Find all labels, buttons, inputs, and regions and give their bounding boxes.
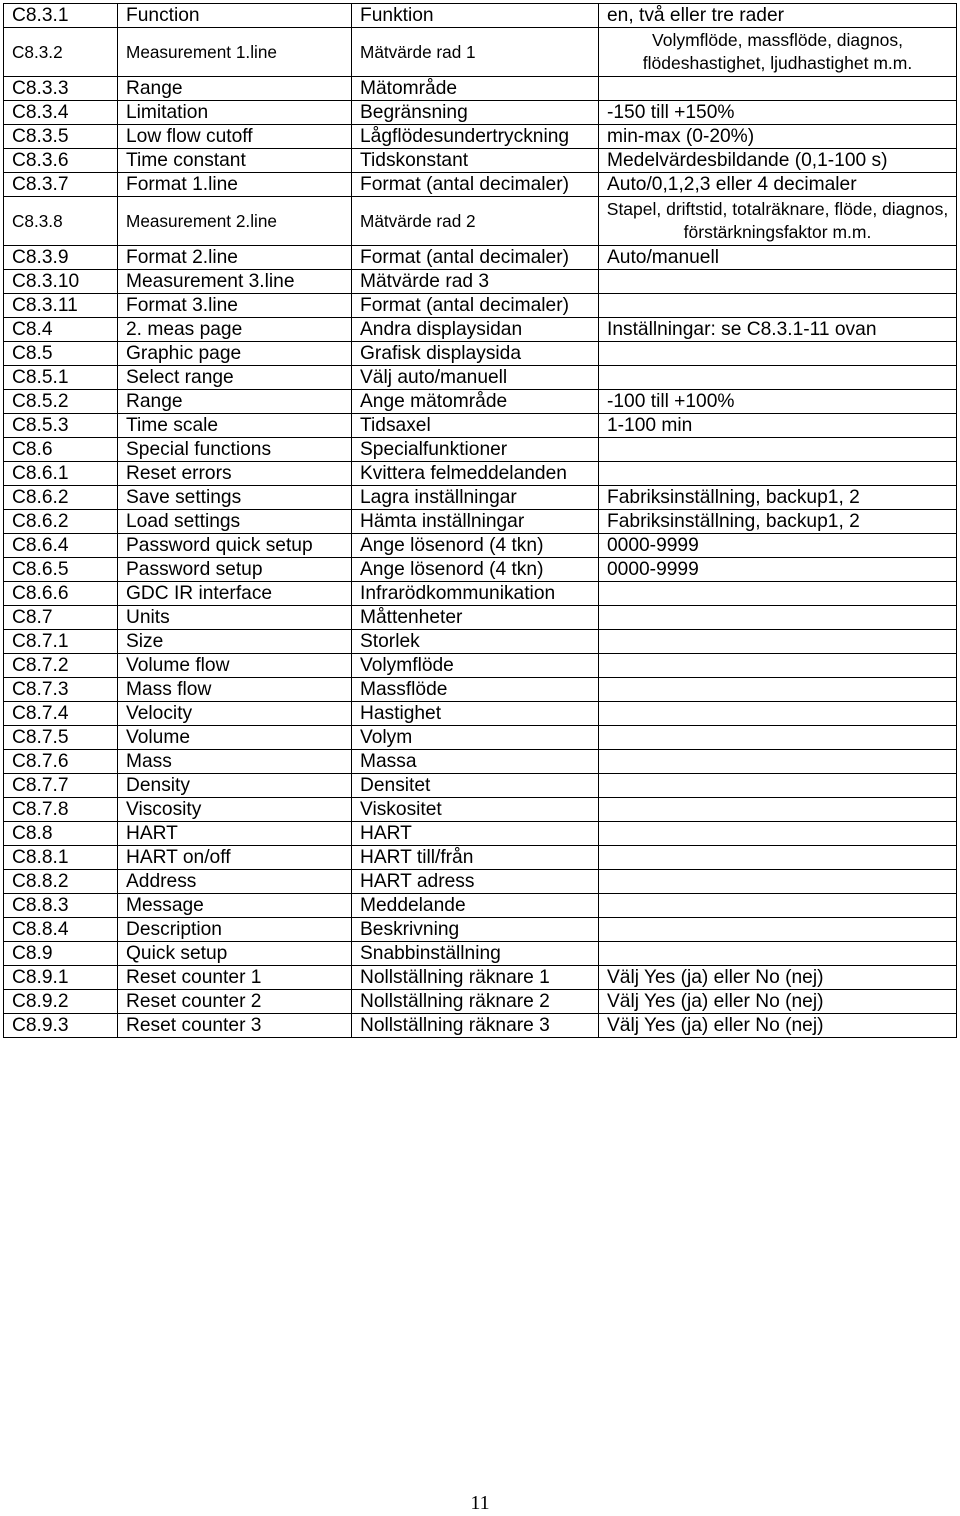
table-row xyxy=(4,726,957,750)
menu-code: C8.9.2 xyxy=(4,990,118,1014)
table-row xyxy=(4,558,957,582)
table-row xyxy=(4,390,957,414)
menu-code: C8.7.7 xyxy=(4,774,118,798)
english-label: Density xyxy=(118,774,352,798)
english-label: Reset counter 1 xyxy=(118,966,352,990)
description: -100 till +100% xyxy=(599,390,957,414)
description: min-max (0-20%) xyxy=(599,125,957,149)
description xyxy=(599,630,957,654)
description: Auto/0,1,2,3 eller 4 decimaler xyxy=(599,173,957,197)
swedish-label: Format (antal decimaler) xyxy=(352,294,599,318)
swedish-label: Volym xyxy=(352,726,599,750)
english-label: 2. meas page xyxy=(118,318,352,342)
menu-code: C8.7 xyxy=(4,606,118,630)
english-label: Mass flow xyxy=(118,678,352,702)
swedish-label: Infrarödkommunikation xyxy=(352,582,599,606)
table-row xyxy=(4,366,957,390)
table-row xyxy=(4,534,957,558)
menu-code: C8.4 xyxy=(4,318,118,342)
table-row xyxy=(4,246,957,270)
description xyxy=(599,942,957,966)
swedish-label: Begränsning xyxy=(352,101,599,125)
description xyxy=(599,606,957,630)
description xyxy=(599,822,957,846)
description xyxy=(599,654,957,678)
description: en, två eller tre rader xyxy=(599,4,957,28)
table-row xyxy=(4,966,957,990)
table-row xyxy=(4,582,957,606)
menu-code: C8.3.4 xyxy=(4,101,118,125)
menu-code: C8.3.5 xyxy=(4,125,118,149)
description xyxy=(599,366,957,390)
english-label: Range xyxy=(118,390,352,414)
description xyxy=(599,750,957,774)
description xyxy=(599,702,957,726)
english-label: Mass xyxy=(118,750,352,774)
english-label: Format 2.line xyxy=(118,246,352,270)
description: Välj Yes (ja) eller No (nej) xyxy=(599,1014,957,1038)
english-label: Reset counter 2 xyxy=(118,990,352,1014)
table-row xyxy=(4,942,957,966)
menu-code: C8.6 xyxy=(4,438,118,462)
swedish-label: Snabbinställning xyxy=(352,942,599,966)
table-row xyxy=(4,870,957,894)
menu-code: C8.6.1 xyxy=(4,462,118,486)
swedish-label: Ange lösenord (4 tkn) xyxy=(352,534,599,558)
swedish-label: Nollställning räknare 3 xyxy=(352,1014,599,1038)
english-label: Format 1.line xyxy=(118,173,352,197)
swedish-label: Ange mätområde xyxy=(352,390,599,414)
english-label: Measurement 1.line xyxy=(118,28,352,77)
table-row xyxy=(4,798,957,822)
menu-code: C8.6.5 xyxy=(4,558,118,582)
table-row xyxy=(4,678,957,702)
english-label: Viscosity xyxy=(118,798,352,822)
table-row xyxy=(4,846,957,870)
swedish-label: Massflöde xyxy=(352,678,599,702)
table-row xyxy=(4,197,957,246)
swedish-label: Massa xyxy=(352,750,599,774)
english-label: HART on/off xyxy=(118,846,352,870)
description xyxy=(599,294,957,318)
description: Fabriksinställning, backup1, 2 xyxy=(599,486,957,510)
english-label: Graphic page xyxy=(118,342,352,366)
description xyxy=(599,846,957,870)
swedish-label: Meddelande xyxy=(352,894,599,918)
swedish-label: Specialfunktioner xyxy=(352,438,599,462)
swedish-label: Format (antal decimaler) xyxy=(352,246,599,270)
menu-code: C8.8.2 xyxy=(4,870,118,894)
table-row xyxy=(4,318,957,342)
description xyxy=(599,726,957,750)
swedish-label: Mätvärde rad 2 xyxy=(352,197,599,246)
menu-code: C8.5 xyxy=(4,342,118,366)
swedish-label: Mätområde xyxy=(352,77,599,101)
description: Medelvärdesbildande (0,1-100 s) xyxy=(599,149,957,173)
table-row xyxy=(4,438,957,462)
table-row xyxy=(4,342,957,366)
table-row xyxy=(4,125,957,149)
table-row xyxy=(4,101,957,125)
swedish-label: Volymflöde xyxy=(352,654,599,678)
swedish-label: HART till/från xyxy=(352,846,599,870)
swedish-label: Format (antal decimaler) xyxy=(352,173,599,197)
description: Stapel, driftstid, totalräknare, flöde, diagnos, förstärkningsfaktor m.m. xyxy=(599,197,957,246)
english-label: Units xyxy=(118,606,352,630)
english-label: Special functions xyxy=(118,438,352,462)
table-row xyxy=(4,462,957,486)
menu-code: C8.3.3 xyxy=(4,77,118,101)
description xyxy=(599,582,957,606)
english-label: Address xyxy=(118,870,352,894)
swedish-label: Storlek xyxy=(352,630,599,654)
swedish-label: Välj auto/manuell xyxy=(352,366,599,390)
menu-code: C8.3.8 xyxy=(4,197,118,246)
english-label: Measurement 2.line xyxy=(118,197,352,246)
english-label: Password setup xyxy=(118,558,352,582)
menu-code: C8.9.3 xyxy=(4,1014,118,1038)
description: 0000-9999 xyxy=(599,534,957,558)
swedish-label: Måttenheter xyxy=(352,606,599,630)
table-row xyxy=(4,149,957,173)
description: Välj Yes (ja) eller No (nej) xyxy=(599,990,957,1014)
english-label: Save settings xyxy=(118,486,352,510)
menu-code: C8.3.9 xyxy=(4,246,118,270)
menu-code: C8.8.1 xyxy=(4,846,118,870)
menu-code: C8.6.2 xyxy=(4,486,118,510)
swedish-label: Viskositet xyxy=(352,798,599,822)
menu-code: C8.8.3 xyxy=(4,894,118,918)
swedish-label: Grafisk displaysida xyxy=(352,342,599,366)
english-label: Low flow cutoff xyxy=(118,125,352,149)
table-row xyxy=(4,774,957,798)
table-row xyxy=(4,630,957,654)
settings-table xyxy=(3,3,957,1038)
english-label: Velocity xyxy=(118,702,352,726)
english-label: Measurement 3.line xyxy=(118,270,352,294)
menu-code: C8.6.2 xyxy=(4,510,118,534)
english-label: Time scale xyxy=(118,414,352,438)
table-row xyxy=(4,77,957,101)
menu-code: C8.7.5 xyxy=(4,726,118,750)
description xyxy=(599,678,957,702)
swedish-label: Kvittera felmeddelanden xyxy=(352,462,599,486)
table-row xyxy=(4,822,957,846)
menu-code: C8.8.4 xyxy=(4,918,118,942)
english-label: Volume xyxy=(118,726,352,750)
menu-code: C8.5.1 xyxy=(4,366,118,390)
description: 0000-9999 xyxy=(599,558,957,582)
description: Volymflöde, massflöde, diagnos, flödeshastighet, ljudhastighet m.m. xyxy=(599,28,957,77)
swedish-label: Lagra inställningar xyxy=(352,486,599,510)
english-label: Size xyxy=(118,630,352,654)
description xyxy=(599,774,957,798)
menu-code: C8.7.6 xyxy=(4,750,118,774)
english-label: HART xyxy=(118,822,352,846)
page-number: 11 xyxy=(470,1492,490,1514)
swedish-label: Ange lösenord (4 tkn) xyxy=(352,558,599,582)
menu-code: C8.8 xyxy=(4,822,118,846)
description: -150 till +150% xyxy=(599,101,957,125)
english-label: Volume flow xyxy=(118,654,352,678)
table-row xyxy=(4,173,957,197)
english-label: Reset errors xyxy=(118,462,352,486)
swedish-label: Mätvärde rad 3 xyxy=(352,270,599,294)
english-label: Load settings xyxy=(118,510,352,534)
menu-code: C8.7.2 xyxy=(4,654,118,678)
swedish-label: Andra displaysidan xyxy=(352,318,599,342)
swedish-label: Hämta inställningar xyxy=(352,510,599,534)
menu-code: C8.3.2 xyxy=(4,28,118,77)
swedish-label: Beskrivning xyxy=(352,918,599,942)
english-label: Time constant xyxy=(118,149,352,173)
description: Auto/manuell xyxy=(599,246,957,270)
menu-code: C8.9 xyxy=(4,942,118,966)
description xyxy=(599,462,957,486)
table-row xyxy=(4,606,957,630)
table-row xyxy=(4,702,957,726)
english-label: Quick setup xyxy=(118,942,352,966)
english-label: Limitation xyxy=(118,101,352,125)
english-label: Description xyxy=(118,918,352,942)
description xyxy=(599,798,957,822)
table-row xyxy=(4,510,957,534)
table-row xyxy=(4,1014,957,1038)
swedish-label: Tidsaxel xyxy=(352,414,599,438)
menu-code: C8.9.1 xyxy=(4,966,118,990)
english-label: Range xyxy=(118,77,352,101)
description xyxy=(599,342,957,366)
english-label: Password quick setup xyxy=(118,534,352,558)
swedish-label: Lågflödesundertryckning xyxy=(352,125,599,149)
description xyxy=(599,77,957,101)
swedish-label: Nollställning räknare 1 xyxy=(352,966,599,990)
menu-code: C8.7.3 xyxy=(4,678,118,702)
table-row xyxy=(4,294,957,318)
english-label: Function xyxy=(118,4,352,28)
swedish-label: Nollställning räknare 2 xyxy=(352,990,599,1014)
swedish-label: Mätvärde rad 1 xyxy=(352,28,599,77)
swedish-label: Densitet xyxy=(352,774,599,798)
swedish-label: Hastighet xyxy=(352,702,599,726)
table-row xyxy=(4,990,957,1014)
table-row xyxy=(4,414,957,438)
menu-code: C8.3.11 xyxy=(4,294,118,318)
english-label: Format 3.line xyxy=(118,294,352,318)
description: Inställningar: se C8.3.1-11 ovan xyxy=(599,318,957,342)
menu-code: C8.5.3 xyxy=(4,414,118,438)
menu-code: C8.3.7 xyxy=(4,173,118,197)
table-row xyxy=(4,654,957,678)
menu-code: C8.6.4 xyxy=(4,534,118,558)
description xyxy=(599,870,957,894)
menu-code: C8.6.6 xyxy=(4,582,118,606)
menu-code: C8.3.10 xyxy=(4,270,118,294)
swedish-label: Funktion xyxy=(352,4,599,28)
english-label: Message xyxy=(118,894,352,918)
description: 1-100 min xyxy=(599,414,957,438)
table-row xyxy=(4,894,957,918)
menu-code: C8.7.4 xyxy=(4,702,118,726)
menu-code: C8.3.6 xyxy=(4,149,118,173)
english-label: Reset counter 3 xyxy=(118,1014,352,1038)
table-row xyxy=(4,28,957,77)
swedish-label: HART xyxy=(352,822,599,846)
english-label: GDC IR interface xyxy=(118,582,352,606)
description: Välj Yes (ja) eller No (nej) xyxy=(599,966,957,990)
menu-code: C8.7.1 xyxy=(4,630,118,654)
table-row xyxy=(4,750,957,774)
menu-code: C8.7.8 xyxy=(4,798,118,822)
table-row xyxy=(4,4,957,28)
menu-code: C8.5.2 xyxy=(4,390,118,414)
description: Fabriksinställning, backup1, 2 xyxy=(599,510,957,534)
table-row xyxy=(4,270,957,294)
table-row xyxy=(4,918,957,942)
description xyxy=(599,438,957,462)
description xyxy=(599,270,957,294)
english-label: Select range xyxy=(118,366,352,390)
swedish-label: Tidskonstant xyxy=(352,149,599,173)
description xyxy=(599,918,957,942)
description xyxy=(599,894,957,918)
table-row xyxy=(4,486,957,510)
menu-code: C8.3.1 xyxy=(4,4,118,28)
settings-table-body xyxy=(4,4,957,1038)
swedish-label: HART adress xyxy=(352,870,599,894)
